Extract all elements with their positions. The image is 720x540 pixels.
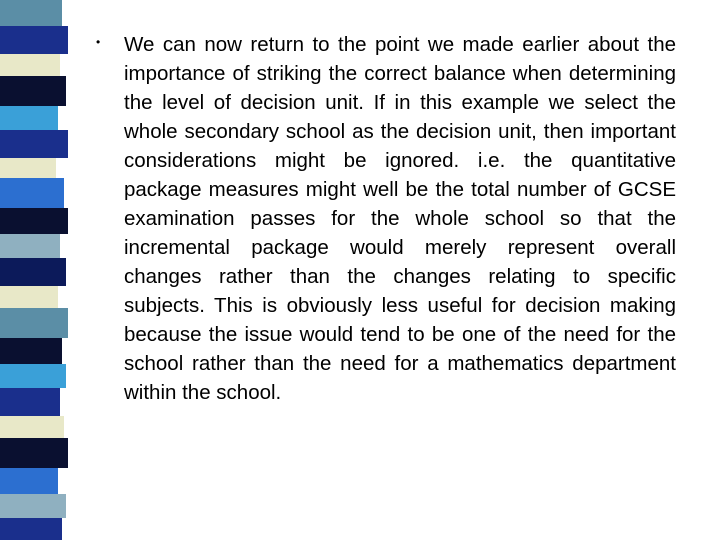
bullet-marker-icon: • [96,35,101,49]
decorative-stripe [0,308,68,338]
bullet-item [96,30,676,407]
decorative-stripe [0,364,66,388]
decorative-stripe [0,208,68,234]
decorative-stripe [0,130,68,158]
decorative-stripe-bar [0,0,68,540]
decorative-stripe [0,286,58,308]
decorative-stripe [0,338,62,364]
decorative-stripe [0,0,62,26]
decorative-stripe [0,178,64,208]
decorative-stripe [0,388,60,416]
decorative-stripe [0,438,68,468]
decorative-stripe [0,258,66,286]
decorative-stripe [0,518,62,540]
decorative-stripe [0,234,60,258]
decorative-stripe [0,26,68,54]
decorative-stripe [0,54,60,76]
slide-body [96,30,676,407]
decorative-stripe [0,416,64,438]
decorative-stripe [0,76,66,106]
bullet-text: We can now return to the point we made earlier about the importance of striking the correct balance when determining the level of decision unit. If in this example we select the whole secondary school as the decision unit, then important considerations might be ignored. i.e. the quantitative package measures might well be the total number of GCSE examination passes for the whole school so that the incremental package would merely represent overall changes rather than the changes relating to specific subjects. This is obviously less useful for decision making because the issue would tend to be one of the need for the school rather than the need for a mathematics department within the school. [124,33,676,404]
decorative-stripe [0,468,58,494]
decorative-stripe [0,494,66,518]
decorative-stripe [0,158,56,178]
decorative-stripe [0,106,58,130]
